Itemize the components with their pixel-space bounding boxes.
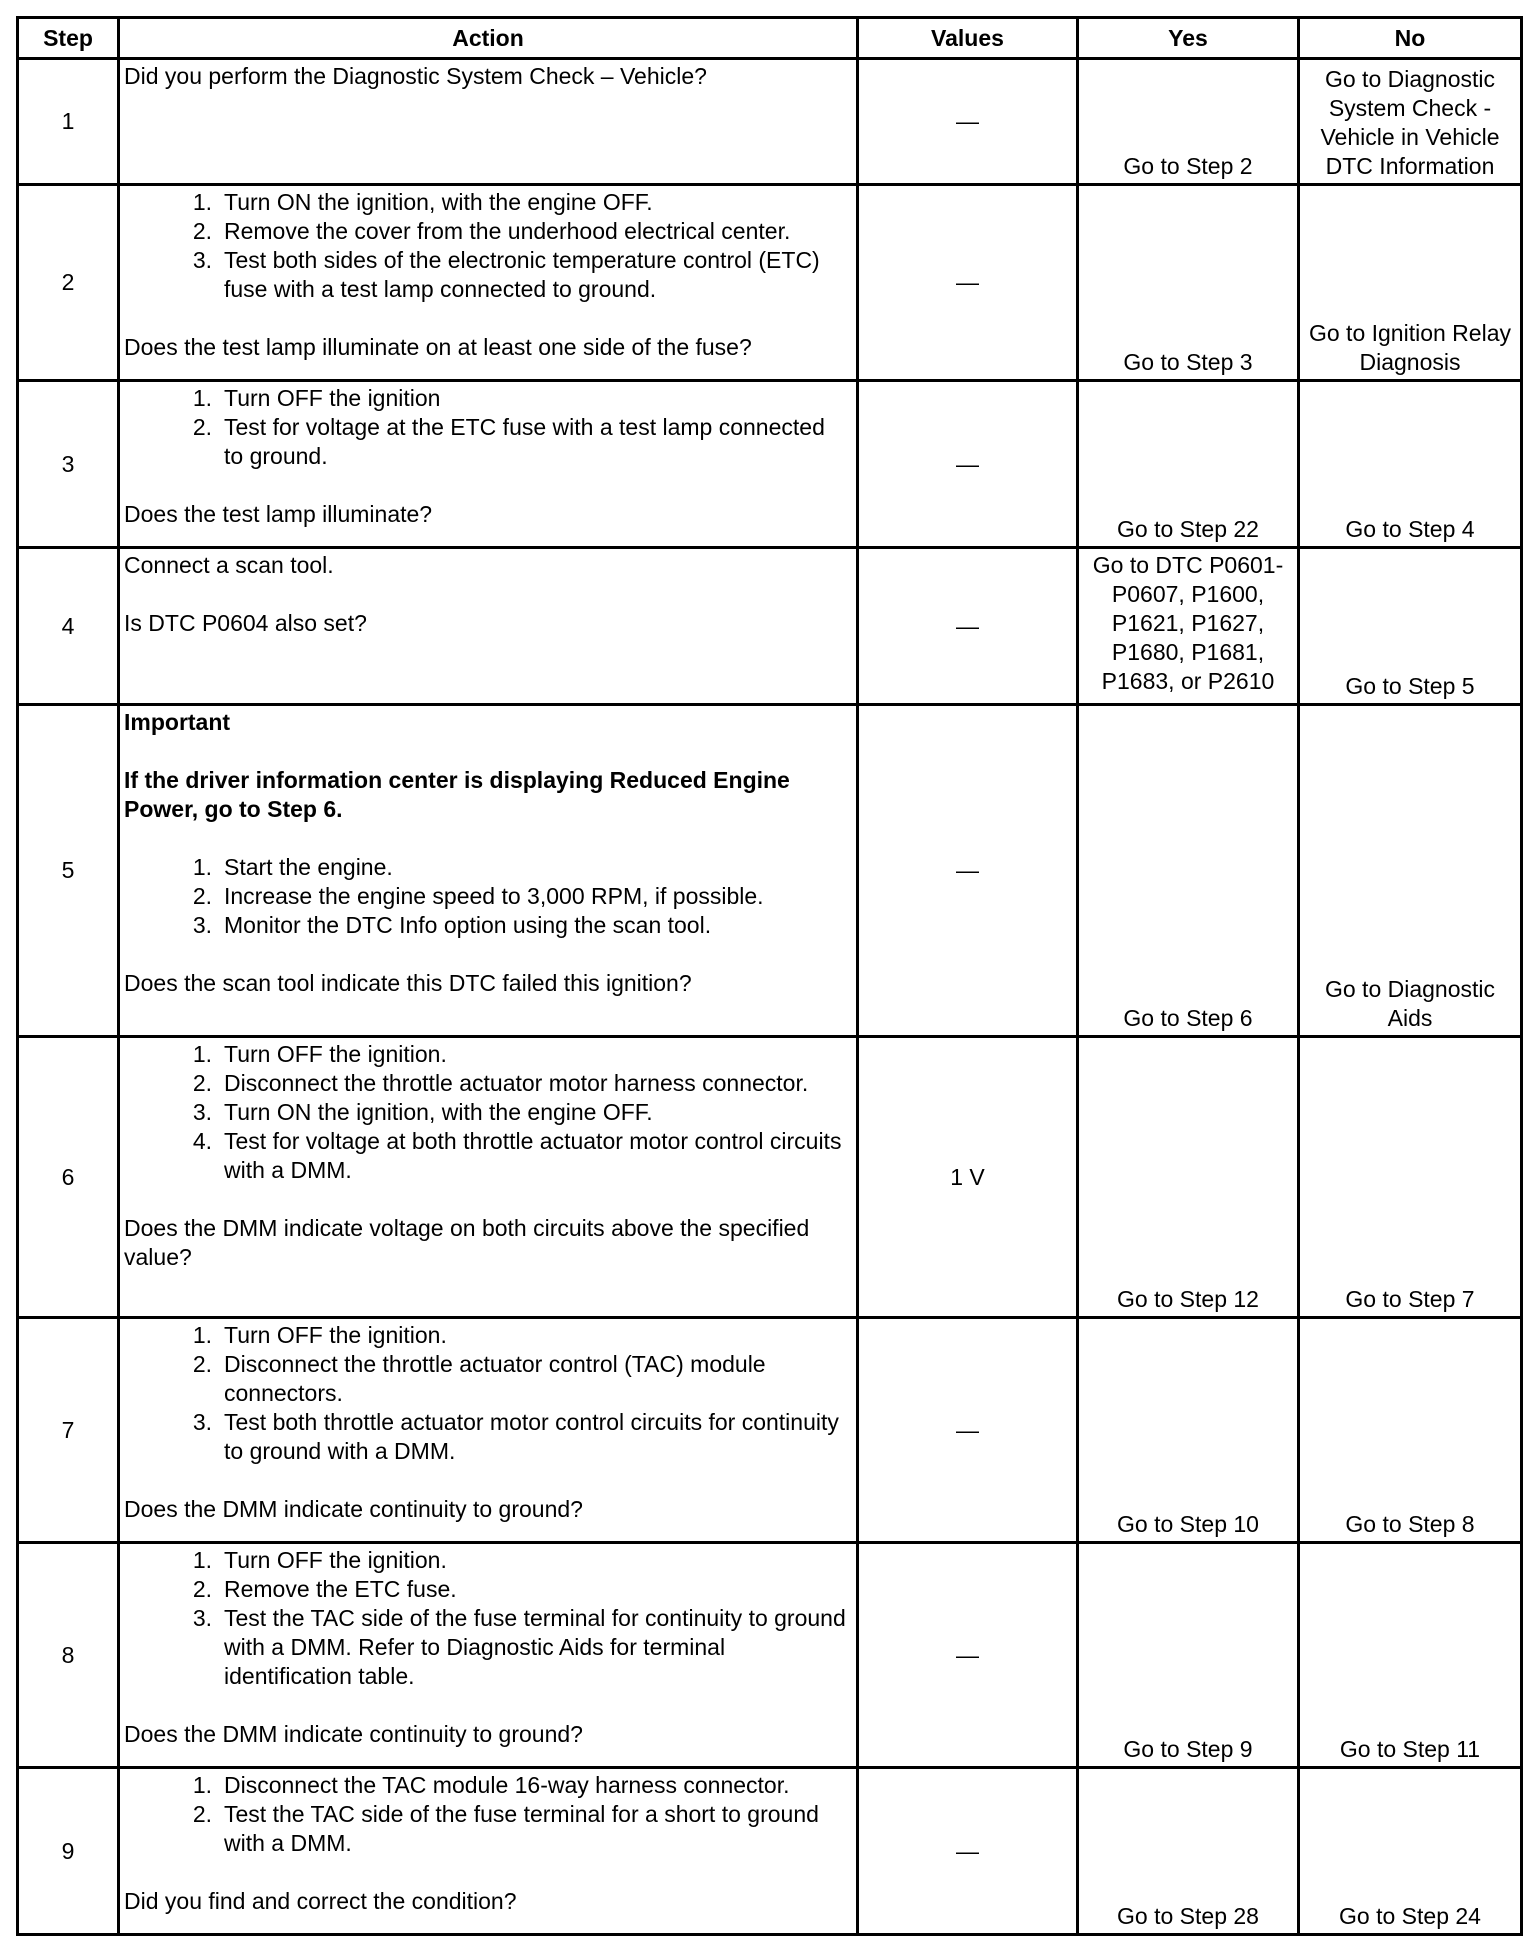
step-number: 2 xyxy=(18,185,119,381)
table-row xyxy=(18,1543,1522,1768)
action-question: Does the scan tool indicate this DTC failed this ignition? xyxy=(124,970,692,996)
no-cell: Go to Step 11 xyxy=(1299,1543,1522,1768)
action-cell xyxy=(119,381,858,548)
action-question: Does the test lamp illuminate? xyxy=(124,501,433,527)
step-number: 5 xyxy=(18,705,119,1037)
step-number: 1 xyxy=(18,59,119,185)
action-question: Does the test lamp illuminate on at least one side of the fuse? xyxy=(124,334,752,360)
values-cell: 1 V xyxy=(858,1037,1078,1318)
values-cell: — xyxy=(858,59,1078,185)
table-row xyxy=(18,1318,1522,1543)
action-list xyxy=(124,1771,848,1858)
action-list-item: 1 . Turn OFF the ignition. xyxy=(124,1321,848,1350)
no-cell: Go to Step 4 xyxy=(1299,381,1522,548)
no-cell: Go to Step 24 xyxy=(1299,1768,1522,1935)
header-row xyxy=(18,18,1522,59)
action-text: Did you perform the Diagnostic System Check – Vehicle? xyxy=(124,63,707,89)
action-list-item: 3 . Test both throttle actuator motor control circuits for continuity to ground with a DMM. xyxy=(124,1408,848,1466)
yes-cell: Go to Step 2 xyxy=(1078,59,1299,185)
action-list-item: 2 . Test the TAC side of the fuse terminal for a short to ground with a DMM. xyxy=(124,1800,848,1858)
step-number: 3 xyxy=(18,381,119,548)
yes-cell: Go to Step 22 xyxy=(1078,381,1299,548)
action-list xyxy=(124,853,848,940)
yes-cell: Go to Step 9 xyxy=(1078,1543,1299,1768)
values-cell: — xyxy=(858,1768,1078,1935)
action-list-item: 2 . Remove the ETC fuse. xyxy=(124,1575,848,1604)
action-cell xyxy=(119,548,858,705)
header-action: Action xyxy=(119,18,858,59)
action-question: Is DTC P0604 also set? xyxy=(124,610,367,636)
action-list-item: 2 . Test for voltage at the ETC fuse with a test lamp connected to ground. xyxy=(124,413,848,471)
action-list xyxy=(124,384,848,471)
important-label: Important xyxy=(124,709,231,735)
action-question: Did you find and correct the condition? xyxy=(124,1888,517,1914)
yes-cell: Go to Step 3 xyxy=(1078,185,1299,381)
table-row xyxy=(18,381,1522,548)
header-values: Values xyxy=(858,18,1078,59)
no-cell: Go to Diagnostic Aids xyxy=(1299,705,1522,1037)
step-number: 4 xyxy=(18,548,119,705)
header-no: No xyxy=(1299,18,1522,59)
yes-cell: Go to Step 6 xyxy=(1078,705,1299,1037)
yes-cell: Go to Step 12 xyxy=(1078,1037,1299,1318)
values-cell: — xyxy=(858,185,1078,381)
diagnostic-table xyxy=(16,16,1523,1936)
no-cell: Go to Diagnostic System Check - Vehicle in Vehicle DTC Information xyxy=(1299,59,1522,185)
action-question: Does the DMM indicate continuity to ground? xyxy=(124,1721,583,1747)
action-list-item: 3 . Test both sides of the electronic temperature control (ETC) fuse with a test lamp connected to ground. xyxy=(124,246,848,304)
table-row xyxy=(18,1768,1522,1935)
action-list-item: 1 . Turn OFF the ignition. xyxy=(124,1546,848,1575)
no-cell: Go to Step 7 xyxy=(1299,1037,1522,1318)
action-list-item: 2 . Increase the engine speed to 3,000 RPM, if possible. xyxy=(124,882,848,911)
action-cell xyxy=(119,1543,858,1768)
action-list-item: 4 . Test for voltage at both throttle actuator motor control circuits with a DMM. xyxy=(124,1127,848,1185)
action-list-item: 1 . Disconnect the TAC module 16-way harness connector. xyxy=(124,1771,848,1800)
yes-cell: Go to Step 10 xyxy=(1078,1318,1299,1543)
action-cell xyxy=(119,1037,858,1318)
values-cell: — xyxy=(858,705,1078,1037)
action-list xyxy=(124,1040,848,1185)
step-number: 7 xyxy=(18,1318,119,1543)
step-number: 9 xyxy=(18,1768,119,1935)
action-list-item: 1 . Turn OFF the ignition xyxy=(124,384,848,413)
no-cell: Go to Step 5 xyxy=(1299,548,1522,705)
action-list-item: 3 . Monitor the DTC Info option using the scan tool. xyxy=(124,911,848,940)
action-list xyxy=(124,188,848,304)
header-yes: Yes xyxy=(1078,18,1299,59)
table-row xyxy=(18,1037,1522,1318)
no-cell: Go to Ignition Relay Diagnosis xyxy=(1299,185,1522,381)
step-number: 8 xyxy=(18,1543,119,1768)
action-list-item: 3 . Turn ON the ignition, with the engine OFF. xyxy=(124,1098,848,1127)
no-cell: Go to Step 8 xyxy=(1299,1318,1522,1543)
yes-cell: Go to DTC P0601-P0607, P1600, P1621, P1627, P1680, P1681, P1683, or P2610 xyxy=(1078,548,1299,705)
action-list-item: 1 . Turn ON the ignition, with the engine OFF. xyxy=(124,188,848,217)
table-row xyxy=(18,185,1522,381)
action-list xyxy=(124,1321,848,1466)
action-list xyxy=(124,1546,848,1691)
values-cell: — xyxy=(858,1543,1078,1768)
table-row xyxy=(18,59,1522,185)
action-question: Does the DMM indicate continuity to ground? xyxy=(124,1496,583,1522)
action-cell xyxy=(119,1768,858,1935)
table-row xyxy=(18,548,1522,705)
action-list-item: 1 . Start the engine. xyxy=(124,853,848,882)
action-cell xyxy=(119,185,858,381)
action-list-item: 3 . Test the TAC side of the fuse terminal for continuity to ground with a DMM. Refer to Diagnostic Aids for terminal identification table. xyxy=(124,1604,848,1691)
action-list-item: 1 . Turn OFF the ignition. xyxy=(124,1040,848,1069)
action-cell xyxy=(119,1318,858,1543)
action-cell xyxy=(119,59,858,185)
action-list-item: 2 . Disconnect the throttle actuator control (TAC) module connectors. xyxy=(124,1350,848,1408)
header-step: Step xyxy=(18,18,119,59)
yes-cell: Go to Step 28 xyxy=(1078,1768,1299,1935)
values-cell: — xyxy=(858,1318,1078,1543)
action-cell xyxy=(119,705,858,1037)
table-row xyxy=(18,705,1522,1037)
values-cell: — xyxy=(858,381,1078,548)
important-text: If the driver information center is displaying Reduced Engine Power, go to Step 6. xyxy=(124,767,790,822)
values-cell: — xyxy=(858,548,1078,705)
action-list-item: 2 . Disconnect the throttle actuator motor harness connector. xyxy=(124,1069,848,1098)
step-number: 6 xyxy=(18,1037,119,1318)
action-question: Does the DMM indicate voltage on both circuits above the specified value? xyxy=(124,1215,810,1270)
action-text: Connect a scan tool. xyxy=(124,552,334,578)
action-list-item: 2 . Remove the cover from the underhood electrical center. xyxy=(124,217,848,246)
